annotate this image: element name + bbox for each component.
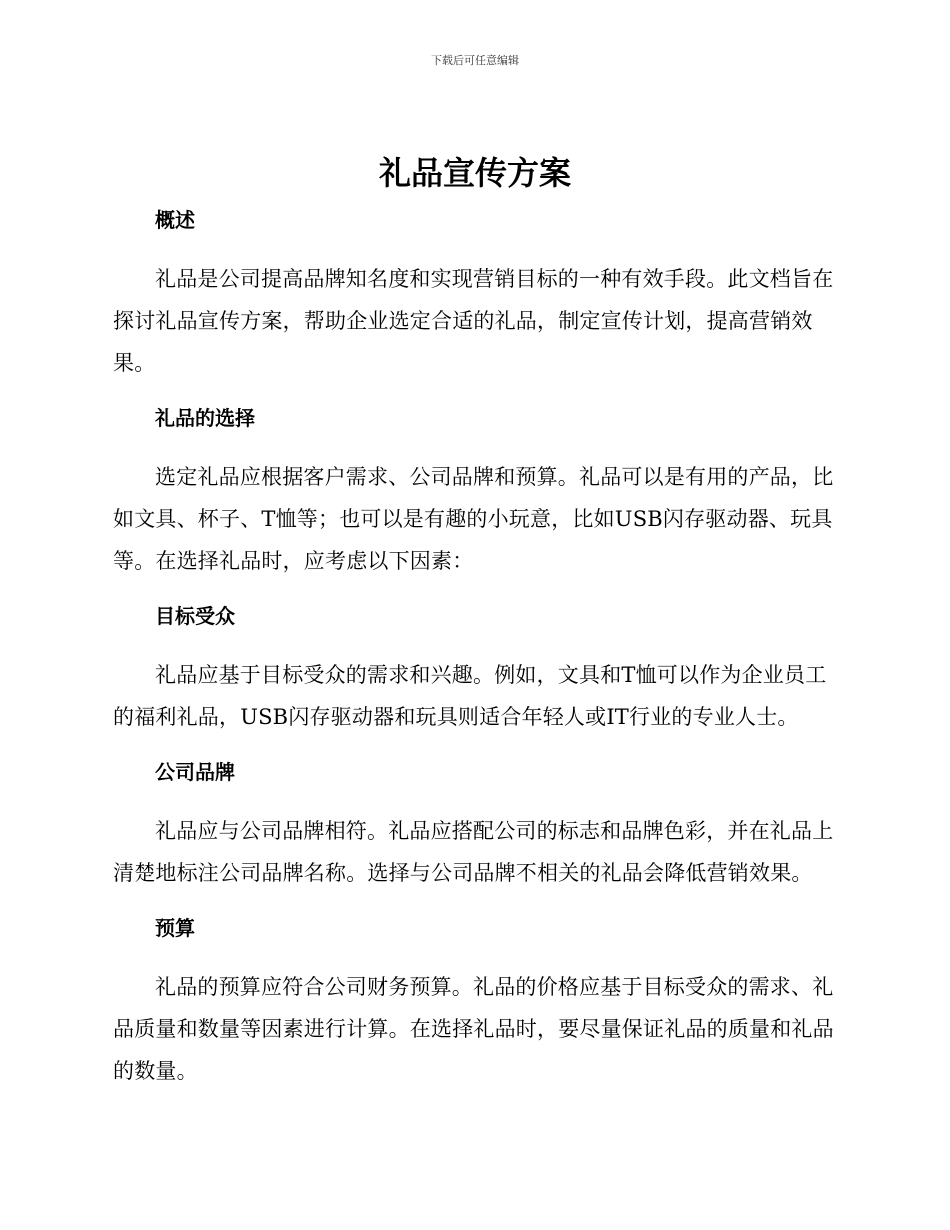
section-heading: 目标受众 — [155, 604, 235, 628]
section-paragraph: 礼品是公司提高品牌知名度和实现营销目标的一种有效手段。此文档旨在探讨礼品宣传方案，帮助企业选定合适的礼品，制定宣传计划，提高营销效果。 — [113, 267, 834, 375]
section-company-brand — [113, 754, 837, 894]
section-paragraph: 礼品应与公司品牌相符。礼品应搭配公司的标志和品牌色彩，并在礼品上清楚地标注公司品牌名称。选择与公司品牌不相关的礼品会降低营销效果。 — [113, 819, 834, 885]
section-paragraph: 礼品的预算应符合公司财务预算。礼品的价格应基于目标受众的需求、礼品质量和数量等因素进行计算。在选择礼品时，要尽量保证礼品的质量和礼品的数量。 — [113, 975, 834, 1083]
section-heading: 预算 — [155, 916, 195, 940]
section-overview — [113, 202, 837, 384]
document-body — [113, 202, 837, 1092]
section-paragraph: 选定礼品应根据客户需求、公司品牌和预算。礼品可以是有用的产品，比如文具、杯子、T恤等；也可以是有趣的小玩意，比如USB闪存驱动器、玩具等。在选择礼品时，应考虑以下因素： — [113, 465, 834, 573]
section-gift-selection — [113, 400, 837, 582]
section-heading: 公司品牌 — [155, 760, 235, 784]
section-heading: 礼品的选择 — [155, 406, 255, 430]
section-paragraph: 礼品应基于目标受众的需求和兴趣。例如，文具和T恤可以作为企业员工的福利礼品，USB闪存驱动器和玩具则适合年轻人或IT行业的专业人士。 — [113, 663, 827, 729]
section-target-audience — [113, 598, 837, 738]
document-title: 礼品宣传方案 — [378, 154, 571, 192]
page-header: 下载后可任意编辑 — [431, 54, 519, 67]
section-budget — [113, 910, 837, 1092]
section-heading: 概述 — [155, 208, 195, 232]
